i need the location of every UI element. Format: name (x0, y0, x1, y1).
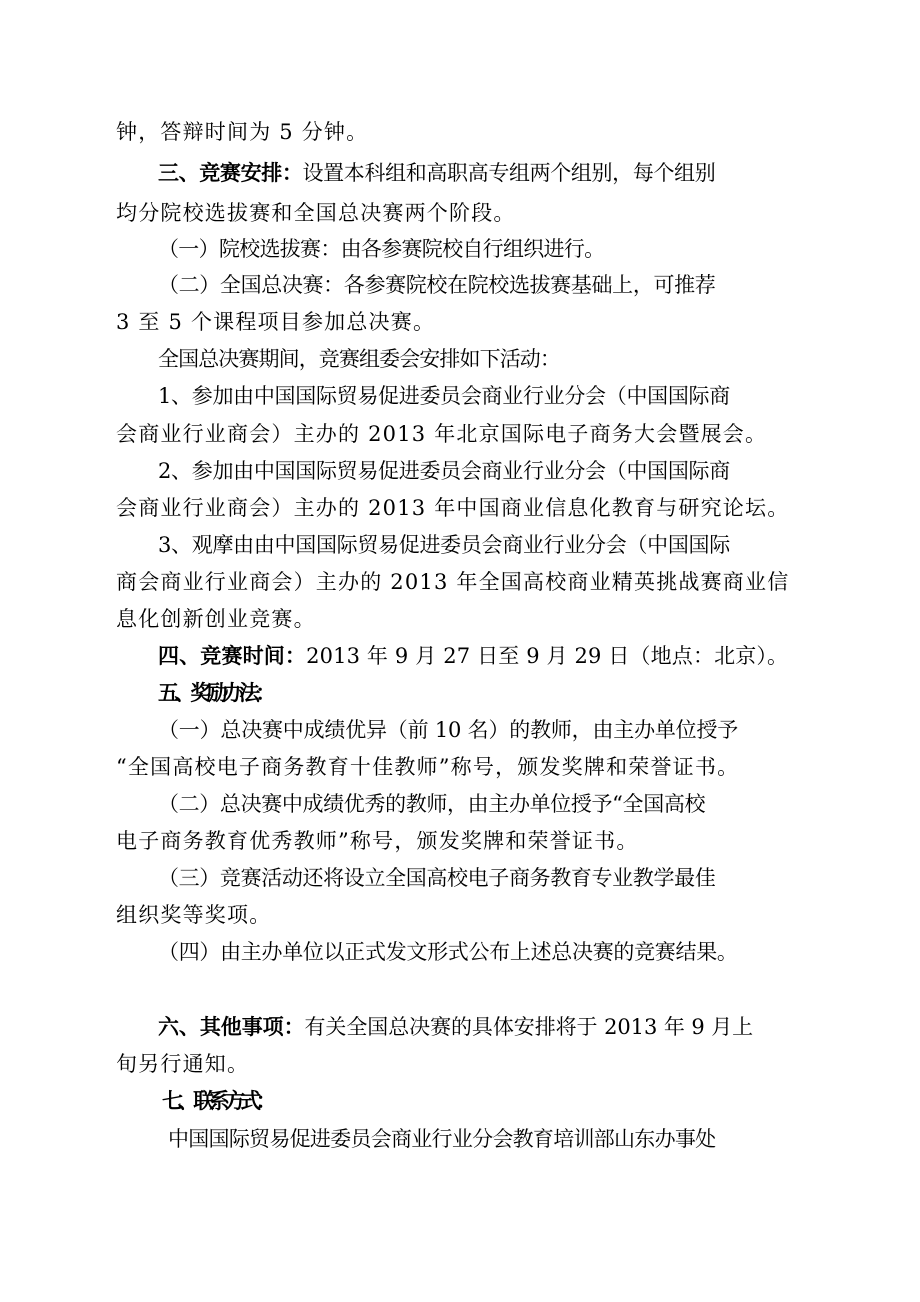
line-text: 组织奖等奖项。 (116, 903, 272, 927)
paragraph-line (158, 789, 848, 819)
line-text: 3 至 5 个课程项目参加总决赛。 (116, 310, 436, 334)
section-heading: 四、竞赛时间： (158, 643, 307, 668)
section-heading-line (158, 678, 848, 708)
line-text: （二）全国总决赛：各参赛院校在院校选拔赛基础上，可推荐 (158, 273, 716, 297)
line-text: （一）院校选拔赛：由各参赛院校自行组织进行。 (158, 237, 605, 261)
line-text: 2、参加由中国国际贸易促进委员会商业行业分会（中国国际商 (158, 459, 730, 483)
paragraph-line (116, 752, 806, 782)
paragraph-line (158, 270, 848, 300)
paragraph-line (158, 863, 848, 893)
section-heading-line (158, 1012, 848, 1042)
paragraph-line (158, 344, 848, 374)
section-heading-line (162, 1086, 852, 1116)
line-text: 有关全国总决赛的具体安排将于 2013 年 9 月上 (304, 1015, 754, 1039)
paragraph-line (168, 1124, 858, 1154)
line-text: （二）总决赛中成绩优秀的教师，由主办单位授予“全国高校 (158, 792, 706, 816)
section-heading: 六、其他事项： (158, 1014, 305, 1039)
paragraph-line (158, 530, 848, 560)
section-heading: 三、竞赛安排： (158, 160, 303, 185)
line-text: 会商业行业商会）主办的 2013 年中国商业信息化教育与研究论坛。 (116, 496, 790, 520)
line-text: 会商业行业商会）主办的 2013 年北京国际电子商务大会暨展会。 (116, 422, 768, 446)
section-heading: 七、联系方式： (162, 1088, 272, 1113)
line-text: （四）由主办单位以正式发文形式公布上述总决赛的竞赛结果。 (158, 940, 738, 964)
paragraph-line (116, 604, 806, 634)
paragraph-line (116, 567, 806, 597)
paragraph-line (158, 715, 848, 745)
line-text: 均分院校选拔赛和全国总决赛两个阶段。 (116, 201, 516, 225)
paragraph-line (116, 1049, 806, 1079)
paragraph-line (158, 456, 848, 486)
line-text: 1、参加由中国国际贸易促进委员会商业行业分会（中国国际商 (158, 384, 730, 408)
section-heading-line (158, 158, 848, 188)
paragraph-line (158, 937, 848, 967)
line-text: （三）竞赛活动还将设立全国高校电子商务教育专业教学最佳 (158, 866, 716, 890)
line-text: 商会商业行业商会）主办的 2013 年全国高校商业精英挑战赛商业信 (116, 570, 790, 594)
paragraph-line (116, 198, 806, 228)
line-text: 3、观摩由由中国国际贸易促进委员会商业行业分会（中国国际 (158, 533, 730, 557)
line-text: 中国国际贸易促进委员会商业行业分会教育培训部山东办事处 (168, 1127, 716, 1151)
line-text: “全国高校电子商务教育十佳教师”称号，颁发奖牌和荣誉证书。 (116, 755, 740, 779)
paragraph-line (158, 234, 848, 264)
paragraph-line (116, 419, 806, 449)
line-text: 全国总决赛期间，竞赛组委会安排如下活动： (158, 347, 560, 371)
paragraph-line (116, 900, 806, 930)
line-text: 电子商务教育优秀教师”称号，颁发奖牌和荣誉证书。 (116, 829, 639, 853)
paragraph-line (116, 117, 806, 147)
paragraph-line (116, 307, 806, 337)
line-text: （一）总决赛中成绩优异（前 10 名）的教师，由主办单位授予 (158, 718, 739, 742)
line-text: 旬另行通知。 (116, 1052, 250, 1076)
section-heading: 五、奖励办法： (158, 680, 272, 705)
line-text: 2013 年 9 月 27 日至 9 月 29 日（地点：北京）。 (306, 644, 789, 668)
line-text: 设置本科组和高职高专组两个组别，每个组别 (302, 161, 716, 185)
line-text: 息化创新创业竞赛。 (116, 607, 316, 631)
paragraph-line (158, 381, 848, 411)
line-text: 钟，答辩时间为 5 分钟。 (116, 120, 369, 144)
paragraph-line (116, 826, 806, 856)
paragraph-line (116, 493, 806, 523)
section-heading-line (158, 641, 848, 671)
